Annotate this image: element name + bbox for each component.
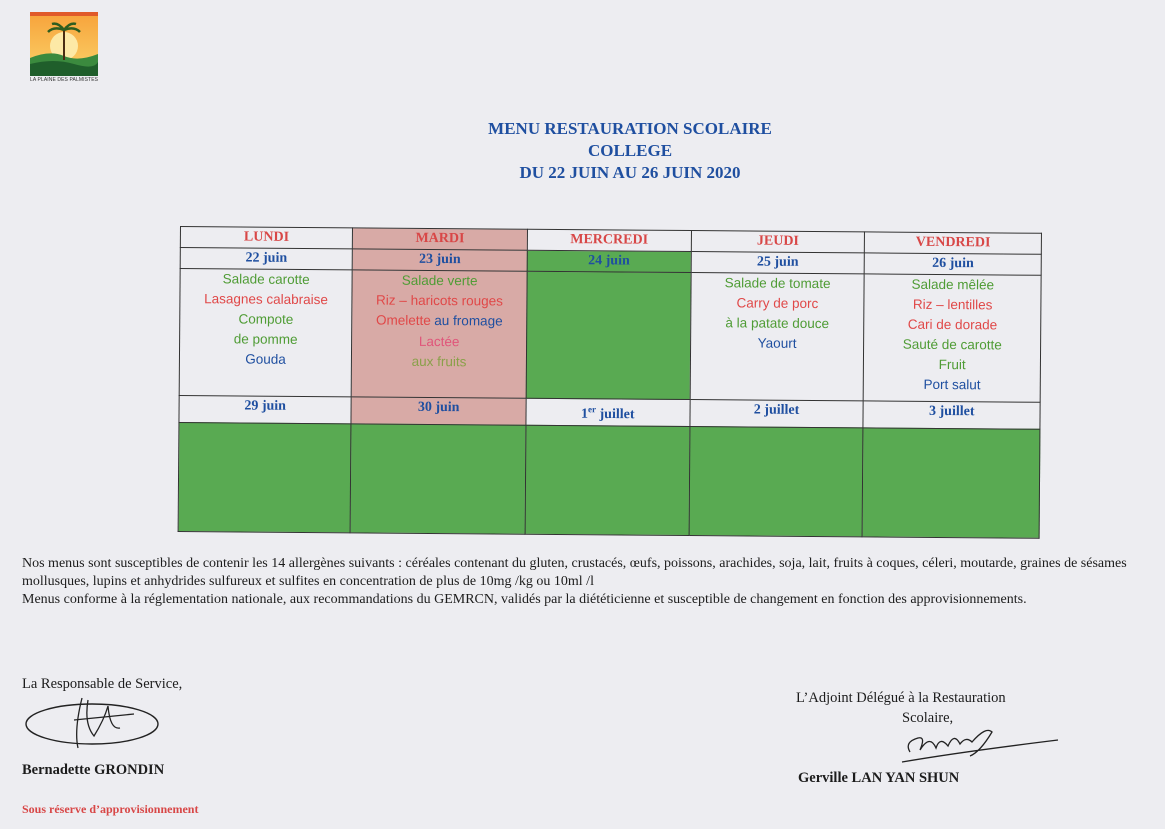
right-signature-icon — [900, 722, 1060, 768]
dish-side: Sauté de carotte — [902, 336, 1002, 353]
left-signatory-name: Bernadette GRONDIN — [22, 762, 165, 778]
menu-jeudi — [690, 273, 865, 401]
dish-main: Riz – lentilles — [912, 296, 993, 313]
dish-side-part1: Omelette — [375, 312, 431, 328]
town-logo — [30, 12, 98, 86]
title-line-2: COLLEGE — [587, 141, 673, 160]
date-week2-vendredi: 3 juillet — [863, 401, 1040, 429]
date-day-number: 1 — [580, 406, 589, 422]
menu-mardi — [351, 270, 527, 398]
day-vendredi: VENDREDI — [865, 232, 1042, 254]
date-mardi: 23 juin — [352, 249, 527, 271]
compliance-text: Menus conforme à la réglementation nationale, aux recommandations du GEMRCN, validés par la diététicienne et susceptible de changement en fonction des approvisionnements. — [22, 592, 1027, 607]
date-lundi: 22 juin — [180, 248, 352, 270]
right-role-line-1: L’Adjoint Délégué à la Restauration — [796, 690, 1006, 706]
dish-side: à la patate douce — [725, 315, 830, 332]
day-mercredi: MERCREDI — [527, 229, 691, 251]
dish-dairy: Port salut — [923, 376, 981, 393]
dish-dairy: Yaourt — [757, 335, 797, 351]
menu-vendredi — [864, 274, 1042, 402]
logo-caption: LA PLAINE DES PALMISTES — [30, 77, 99, 83]
date-vendredi: 26 juin — [865, 253, 1042, 275]
title-line-1: MENU RESTAURATION SCOLAIRE — [488, 119, 772, 138]
allergens-text: Nos menus sont susceptibles de contenir les 14 allergènes suivants : céréales contenant du gluten, crustacés, œufs, poissons, arachides, soja, lait, fruits à coques, céleri, moutarde, graines de sésames mollusques, lupins et anhydrides sulfureux et sulfites en concentration de plus de 10mg /kg ou 10ml /l — [22, 556, 1127, 589]
menu-week2-jeudi — [689, 426, 864, 536]
title-line-3: DU 22 JUIN AU 26 JUIN 2020 — [519, 163, 741, 182]
menu-week2-mardi — [350, 424, 526, 534]
dish-main: Carry de porc — [736, 295, 819, 312]
dish-dessert: Fruit — [938, 356, 966, 373]
dish-side — [352, 310, 526, 332]
day-jeudi: JEUDI — [691, 231, 865, 253]
dish-main: Riz – haricots rouges — [376, 292, 503, 309]
left-signatory-role: La Responsable de Service, — [22, 676, 183, 692]
dish-main-2: Cari de dorade — [907, 316, 998, 333]
date-mercredi: 24 juin — [527, 250, 691, 272]
week2-menu-row — [178, 422, 1040, 538]
dish-dessert-cont: aux fruits — [411, 353, 467, 370]
dish-dairy: Gouda — [245, 351, 286, 367]
supply-disclaimer: Sous réserve d’approvisionnement — [22, 802, 199, 816]
right-signatory-name: Gerville LAN YAN SHUN — [798, 770, 960, 786]
menu-week2-mercredi — [525, 425, 689, 535]
date-week2-jeudi: 2 juillet — [689, 400, 863, 428]
date-jeudi: 25 juin — [691, 252, 865, 274]
dish-main: Lasagnes calabraise — [204, 291, 329, 308]
date-month: juillet — [599, 406, 635, 423]
date-week2-lundi: 29 juin — [179, 395, 351, 423]
date-ordinal: er — [588, 404, 597, 415]
dish-starter: Salade verte — [401, 272, 478, 289]
menu-mercredi — [526, 271, 691, 399]
dish-side-part2: au fromage — [434, 313, 503, 329]
allergens-notice — [22, 555, 1152, 609]
dish-starter: Salade mêlée — [911, 276, 995, 293]
week1-menu-row — [179, 269, 1041, 403]
date-week2-mercredi — [526, 398, 690, 426]
dish-dessert: Lactée — [418, 333, 460, 350]
dish-starter: Salade carotte — [222, 271, 310, 288]
day-lundi: LUNDI — [180, 227, 352, 249]
menu-week2-vendredi — [863, 428, 1040, 538]
day-mardi: MARDI — [353, 228, 528, 250]
right-role-line-2: Scolaire, — [902, 710, 954, 726]
menu-week2-lundi — [178, 422, 351, 532]
dish-dessert-cont: de pomme — [233, 331, 298, 347]
dish-starter: Salade de tomate — [724, 275, 831, 292]
date-week2-mardi: 30 juin — [351, 397, 526, 425]
menu-table — [178, 226, 1042, 538]
dish-dessert: Compote — [238, 311, 294, 327]
menu-lundi — [179, 269, 352, 397]
page-title — [340, 118, 920, 184]
left-signature-icon — [24, 690, 164, 752]
